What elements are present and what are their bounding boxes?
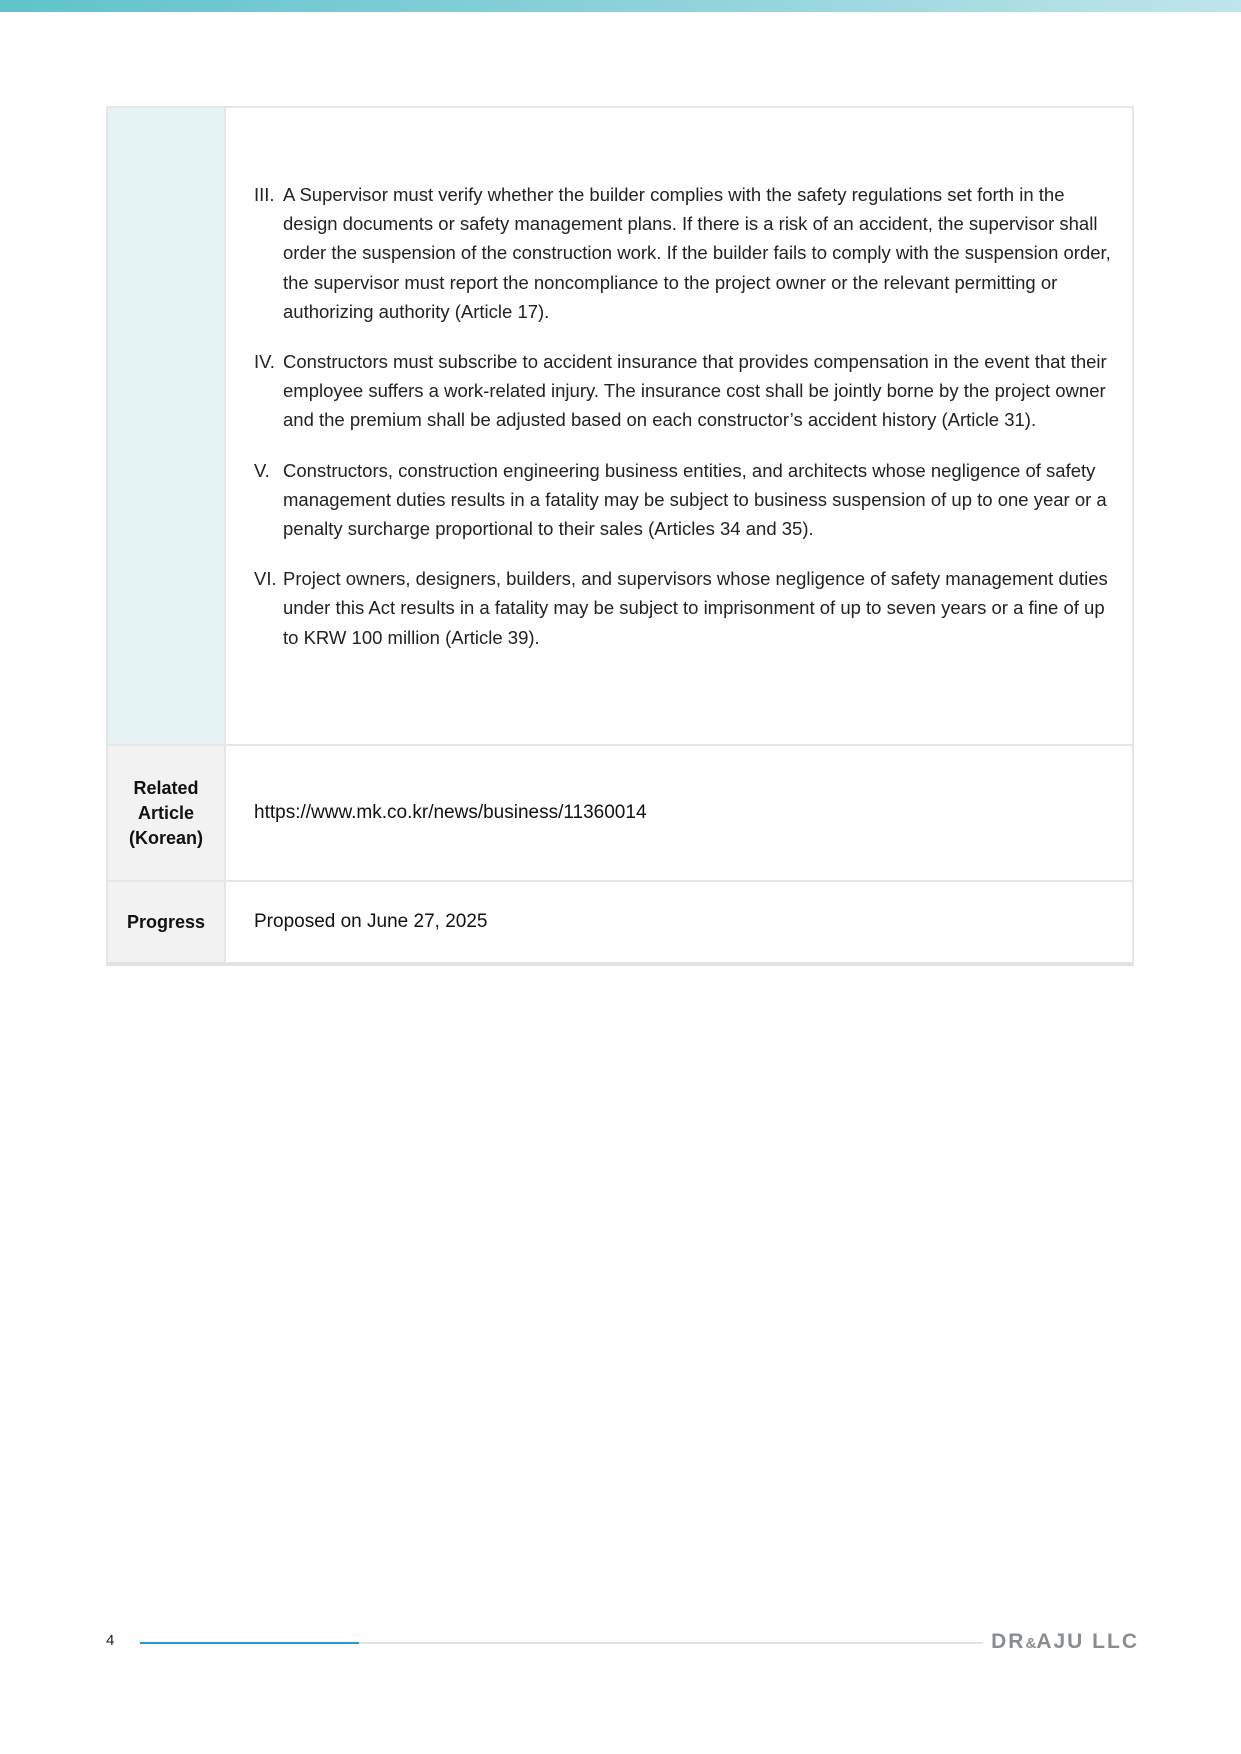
- related-label-line-3: (Korean): [128, 827, 203, 848]
- footer-progress-fill: [140, 1642, 359, 1644]
- list-item-number: V.: [254, 459, 270, 481]
- progress-value: Proposed on June 27, 2025: [254, 911, 488, 932]
- list-item-text: Constructors, construction engineering business entities, and architects whose negligence of safety management duties results in a fatality may be subject to business suspension of up to one year or a penalty surcharge proportional to their sales (Articles 34 and 35).: [283, 459, 1107, 540]
- progress-cell: [226, 882, 1132, 962]
- related-article-link[interactable]: https://www.mk.co.kr/news/business/11360014: [254, 802, 647, 823]
- row-label-empty: [108, 108, 226, 744]
- top-accent-bar: [0, 0, 1241, 12]
- list-item-text: Constructors must subscribe to accident insurance that provides compensation in the event that their employee suffers a work-related injury. The insurance cost shall be jointly borne by the project owner and the premium shall be adjusted based on each constructor’s accident history (Article 31).: [283, 351, 1107, 431]
- list-item-number: III.: [254, 184, 275, 205]
- brand-part-1: DR: [991, 1630, 1026, 1653]
- provisions-list: [254, 180, 1112, 673]
- related-article-label: [108, 746, 226, 880]
- list-item: [254, 456, 1112, 544]
- table-row-related-article: [108, 746, 1132, 882]
- list-item-text: Project owners, designers, builders, and supervisors whose negligence of safety management duties under this Act results in a fatality may be subject to imprisonment of up to seven years or a fine of up to KRW 100 million (Article 39).: [283, 568, 1108, 648]
- related-label-line-1: Related: [133, 777, 199, 798]
- brand-ampersand: &: [1025, 1635, 1037, 1652]
- footer-progress-line: [140, 1642, 983, 1644]
- related-label-line-2: Article: [137, 802, 194, 823]
- list-item: [254, 564, 1112, 652]
- list-item-text: A Supervisor must verify whether the builder complies with the safety regulations set forth in the design documents or safety management plans. If there is a risk of an accident, the supervisor shall order the suspension of the construction work. If the builder fails to comply with the suspension order, the supervisor must report the noncompliance to the project owner or the relevant permitting or authorizing authority (Article 17).: [283, 184, 1111, 322]
- content-table: [106, 106, 1134, 966]
- table-row-progress: [108, 882, 1132, 962]
- provisions-cell: [226, 108, 1132, 744]
- list-item: [254, 347, 1112, 435]
- progress-label: Progress: [108, 882, 226, 962]
- brand-logo: [991, 1630, 1139, 1654]
- page-number: 4: [106, 1632, 115, 1649]
- list-item: [254, 180, 1112, 326]
- related-article-cell: [226, 746, 1132, 880]
- list-item-number: VI.: [254, 568, 277, 590]
- table-row-provisions: [108, 108, 1132, 746]
- brand-part-2: AJU LLC: [1036, 1630, 1139, 1653]
- list-item-number: IV.: [254, 351, 275, 373]
